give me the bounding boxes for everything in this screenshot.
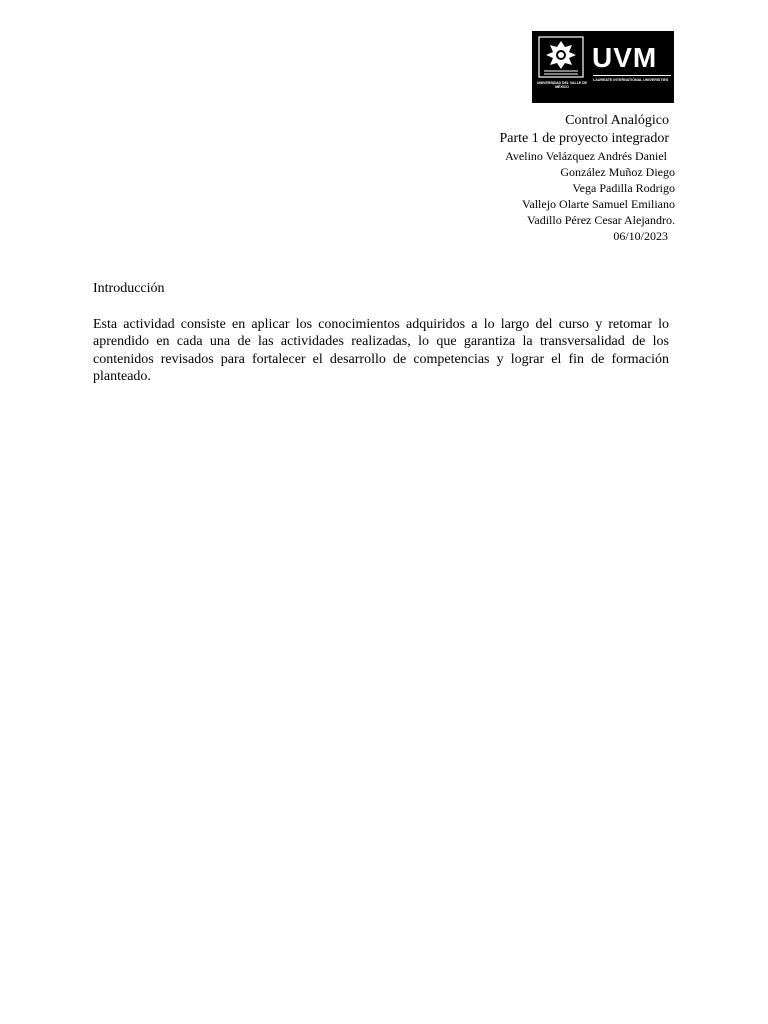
introduction-heading: Introducción [93,281,165,296]
author-name: Avelino Velázquez Andrés Daniel [505,149,667,163]
document-date: 06/10/2023 [613,229,668,243]
author-name: Vadillo Pérez Cesar Alejandro. [527,213,675,227]
seal-caption: UNIVERSIDAD DEL VALLE DE MÉXICO [536,81,588,89]
document-title: Control Analógico [565,113,669,128]
logo-tagline: LAUREATE INTERNATIONAL UNIVERSITIES [593,78,669,82]
document-header [315,112,675,244]
author-name: González Muñoz Diego [560,165,675,179]
author-name: Vallejo Olarte Samuel Emiliano [522,197,675,211]
introduction-paragraph: Esta actividad consiste en aplicar los conocimientos adquiridos a lo largo del curso y retomar lo aprendido en cada una de las actividades realizadas, lo que garantiza la transversalidad de los contenidos revisados para fortalecer el desarrollo de competencias y lograr el fin de formación planteado. [93,317,669,384]
uvm-logo [532,31,674,103]
logo-divider [593,75,671,76]
author-name: Vega Padilla Rodrigo [572,181,675,195]
document-subtitle: Parte 1 de proyecto integrador [499,131,669,146]
uvm-wordmark: UVM [592,42,658,73]
university-seal-icon [536,35,586,99]
